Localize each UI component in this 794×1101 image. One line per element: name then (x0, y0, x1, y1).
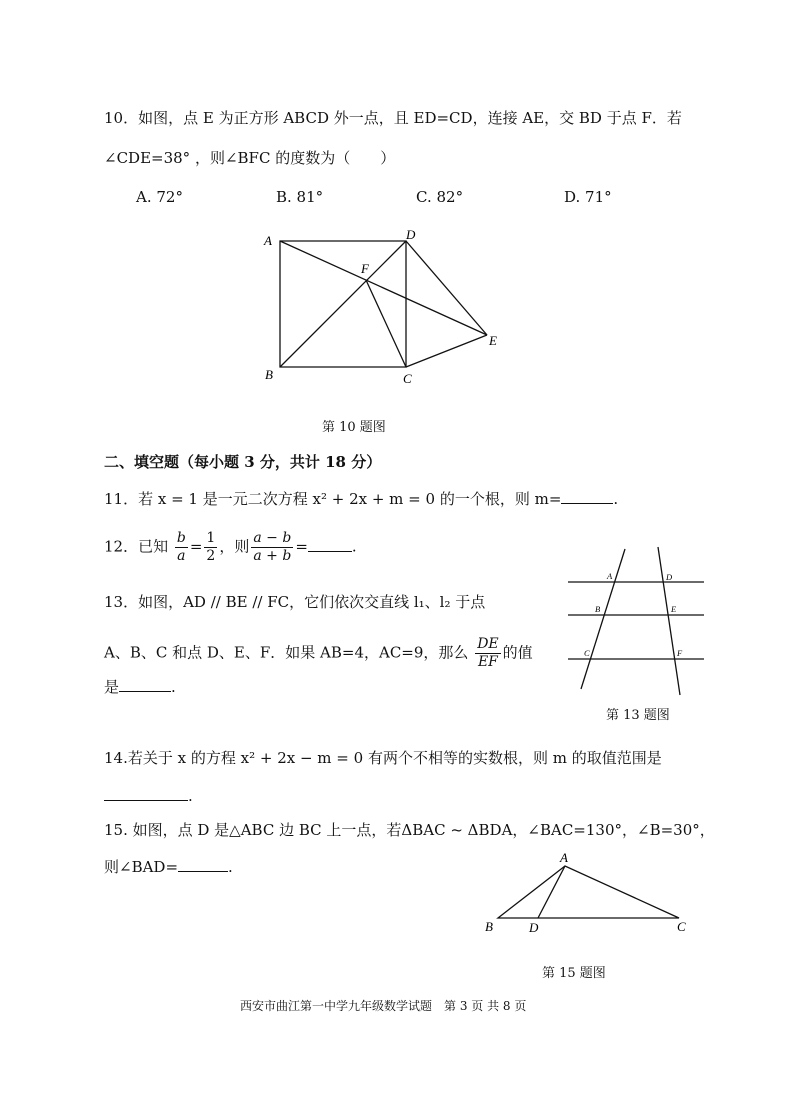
q12-fraction-b-over-a: $\frac{b}{a}$ (176, 530, 186, 564)
q12-prefix: 12．已知 (104, 537, 169, 556)
q13-line2a: A、B、C 和点 D、E、F．如果 AB=4，AC=9，那么 (104, 643, 469, 662)
q15-answer-blank[interactable] (178, 857, 228, 872)
q13-line3 (104, 677, 176, 697)
q10-caption: 第 10 题图 (322, 420, 386, 435)
q10-label-d: D (406, 227, 416, 242)
q12-end: . (351, 537, 357, 556)
q10-label-a: A (264, 233, 272, 248)
q13-end: . (171, 678, 176, 696)
q10-label-e: E (489, 333, 497, 348)
q13-answer-blank[interactable] (119, 677, 171, 692)
section2-heading: 二、填空题（每小题 3 分，共计 18 分） (104, 453, 382, 471)
q13-label-b: B (595, 604, 601, 614)
q13-label-f: F (677, 648, 683, 658)
q15-segment-ad (538, 866, 565, 918)
q14-line1: 14.若关于 x 的方程 x² + 2x − m = 0 有两个不相等的实数根，则 m 的取值范围是 (104, 749, 662, 767)
q14-answer-blank[interactable] (104, 786, 188, 801)
q12-equals: = (189, 537, 203, 556)
q13-caption: 第 13 题图 (606, 708, 670, 723)
q13-label-a: A (607, 571, 613, 581)
q15-label-d: D (529, 920, 539, 935)
q13-line2 (104, 636, 533, 671)
q10-line1: 10．如图，点 E 为正方形 ABCD 外一点，且 ED=CD，连接 AE，交 BD 于点 F．若 (104, 109, 682, 127)
q13-label-e: E (671, 604, 677, 614)
q12-fraction-expression: $\frac{a - b}{a + b}$ (253, 530, 292, 564)
q13-line1: 13．如图，AD // BE // FC，它们依次交直线 l₁、l₂ 于点 (104, 593, 486, 611)
q10-option-c: C. 82° (416, 188, 464, 206)
q11-end: . (613, 490, 619, 508)
q10-label-c: C (403, 371, 412, 386)
q15-line1: 15. 如图，点 D 是△ABC 边 BC 上一点，若ΔBAC ~ ΔBDA，∠BAC=130°，∠B=30°， (104, 821, 715, 839)
page-footer: 西安市曲江第一中学九年级数学试题 第 3 页 共 8 页 (240, 999, 527, 1013)
q10-option-d: D. 71° (564, 188, 612, 206)
q15-line2-text: 则∠BAD= (104, 858, 179, 876)
q10-label-f: F (361, 261, 369, 276)
q12-tail: = (295, 537, 308, 556)
q10-option-a: A. 72° (136, 188, 183, 206)
q15-label-c: C (677, 919, 686, 934)
q12 (104, 530, 357, 565)
q15-label-a: A (560, 850, 568, 865)
q14-end: . (188, 787, 193, 805)
q13-line2b: 的值 (502, 643, 533, 662)
q15-caption: 第 15 题图 (542, 966, 606, 981)
q13-line-l2 (658, 547, 680, 695)
q13-figure (562, 545, 710, 697)
q11-text: 11．若 x = 1 是一元二次方程 x² + 2x + m = 0 的一个根，则 m= (104, 490, 562, 508)
q15-triangle (498, 866, 679, 918)
q14-line2 (104, 786, 193, 806)
q13-label-d: D (666, 572, 673, 582)
q15-label-b: B (485, 919, 493, 934)
q11-answer-blank[interactable] (561, 489, 613, 504)
q15-figure (482, 848, 696, 940)
q12-answer-blank[interactable] (308, 537, 352, 552)
q15-line2 (104, 857, 233, 877)
q10-option-b: B. 81° (276, 188, 324, 206)
q11 (104, 489, 618, 509)
q10-line2: ∠CDE=38° ，则∠BFC 的度数为（ ） (104, 149, 396, 167)
q15-end: . (228, 858, 233, 876)
q12-mid: ，则 (219, 537, 250, 556)
q12-fraction-one-half: $\frac{1}{2}$ (206, 530, 216, 564)
q13-line3-text: 是 (104, 678, 120, 696)
q13-label-c: C (584, 648, 590, 658)
q13-line-l1 (581, 549, 625, 689)
q13-fraction-de-over-ef: $\frac{DE}{EF}$ (477, 636, 499, 670)
q10-figure (255, 225, 515, 390)
q10-label-b: B (265, 367, 273, 382)
